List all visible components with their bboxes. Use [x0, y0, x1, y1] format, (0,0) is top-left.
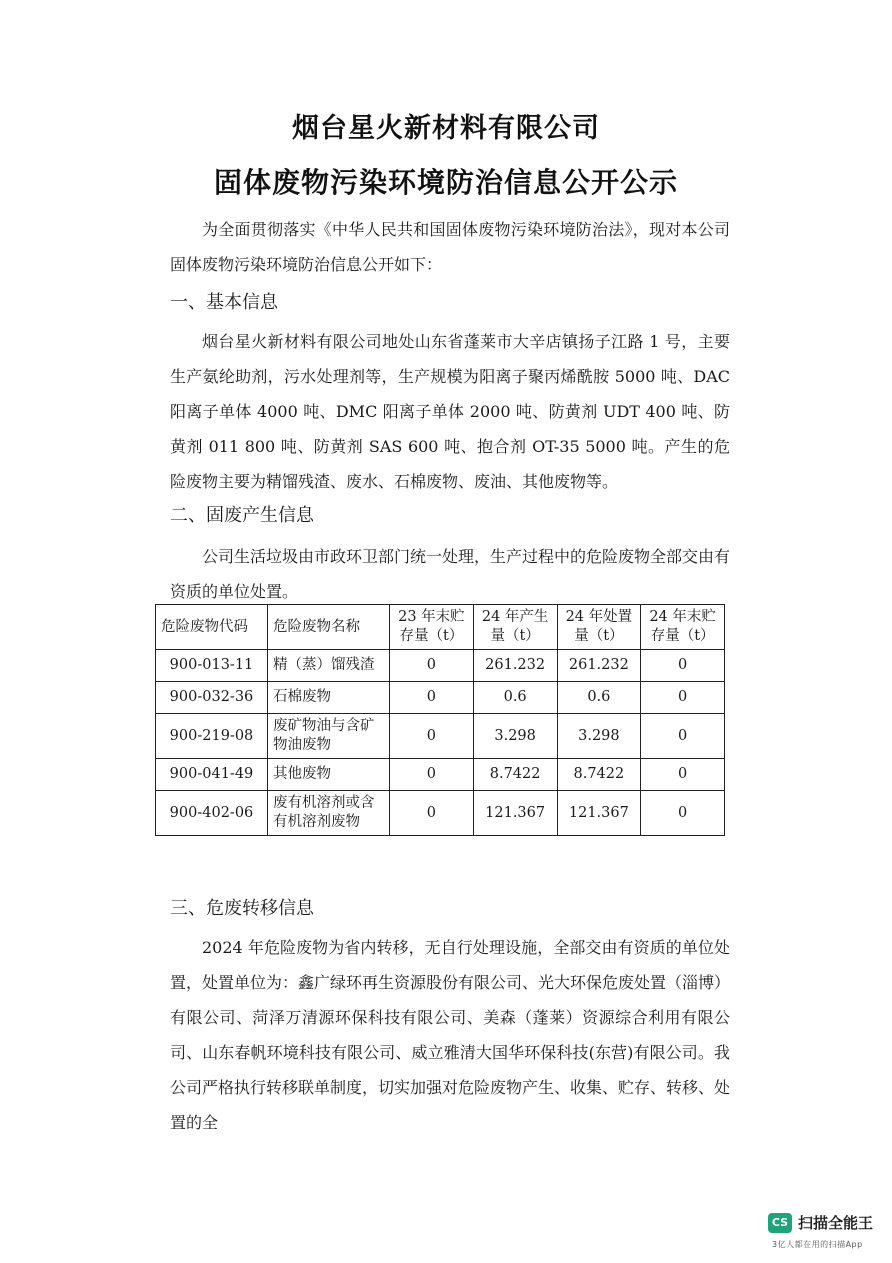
waste-name-cell: 其他废物	[267, 759, 389, 791]
disposed-2024-cell: 0.6	[557, 682, 641, 714]
table-row	[156, 791, 725, 836]
scanner-logo-icon: CS	[768, 1213, 792, 1233]
waste-transfer-paragraph: 2024 年危险废物为省内转移，无自行处理设施，全部交由有资质的单位处置，处置单位为：鑫广绿环再生资源股份有限公司、光大环保危废处置（淄博）有限公司、菏泽万清源环保科技有限公司、美森（蓬莱）资源综合利用有限公司、山东春帆环境科技有限公司、威立雅清大国华环保科技(东营)有限公司。我公司严格执行转移联单制度，切实加强对危险废物产生、收集、贮存、转移、处置的全	[170, 938, 731, 1132]
storage-2024-cell: 0	[641, 682, 725, 714]
waste-name-cell: 石棉废物	[267, 682, 389, 714]
table-header-row	[156, 605, 725, 650]
section-heading-basic-info: 一、基本信息	[170, 292, 278, 313]
scanner-tagline: 3亿人都在用的扫描App	[772, 1240, 863, 1249]
waste-name-cell: 精（蒸）馏残渣	[267, 650, 389, 682]
header-storage-2024: 24 年末贮存量（t）	[641, 605, 725, 650]
waste-code-cell: 900-032-36	[156, 682, 268, 714]
header-generated-2024: 24 年产生量（t）	[473, 605, 557, 650]
waste-name-cell: 废矿物油与含矿物油废物	[267, 714, 389, 759]
header-waste-code: 危险废物代码	[156, 605, 268, 650]
waste-code-cell: 900-013-11	[156, 650, 268, 682]
storage-2023-cell: 0	[390, 791, 474, 836]
header-disposed-2024: 24 年处置量（t）	[557, 605, 641, 650]
table-row	[156, 682, 725, 714]
disposed-2024-cell: 261.232	[557, 650, 641, 682]
section-heading-waste-transfer: 三、危废转移信息	[170, 898, 314, 919]
header-storage-2023: 23 年末贮存量（t）	[390, 605, 474, 650]
table-row	[156, 650, 725, 682]
waste-generation-paragraph: 公司生活垃圾由市政环卫部门统一处理，生产过程中的危险废物全部交由有资质的单位处置。	[170, 547, 731, 601]
storage-2024-cell: 0	[641, 650, 725, 682]
hazardous-waste-table	[155, 604, 725, 836]
waste-name-cell: 废有机溶剂或含有机溶剂废物	[267, 791, 389, 836]
storage-2024-cell: 0	[641, 791, 725, 836]
company-title: 烟台星火新材料有限公司	[292, 113, 600, 144]
waste-code-cell: 900-402-06	[156, 791, 268, 836]
storage-2023-cell: 0	[390, 759, 474, 791]
disposed-2024-cell: 8.7422	[557, 759, 641, 791]
basic-info-paragraph: 烟台星火新材料有限公司地处山东省蓬莱市大辛店镇扬子江路 1 号，主要生产氨纶助剂，污水处理剂等，生产规模为阳离子聚丙烯酰胺 5000 吨、DAC 阳离子单体 4000 吨、DMC 阳离子单体 2000 吨、防黄剂 UDT 400 吨、防黄剂 011 800 吨、防黄剂 SAS 600 吨、抱合剂 OT-35 5000 吨。产生的危险废物主要为精馏残渣、废水、石棉废物、废油、其他废物等。	[170, 332, 730, 491]
document-title: 固体废物污染环境防治信息公开公示	[213, 166, 678, 199]
generated-2024-cell: 8.7422	[473, 759, 557, 791]
generated-2024-cell: 261.232	[473, 650, 557, 682]
storage-2023-cell: 0	[390, 714, 474, 759]
generated-2024-cell: 121.367	[473, 791, 557, 836]
disposed-2024-cell: 121.367	[557, 791, 641, 836]
waste-code-cell: 900-041-49	[156, 759, 268, 791]
waste-code-cell: 900-219-08	[156, 714, 268, 759]
generated-2024-cell: 0.6	[473, 682, 557, 714]
scanner-app-name: 扫描全能王	[798, 1214, 874, 1232]
storage-2024-cell: 0	[641, 759, 725, 791]
table-row	[156, 714, 725, 759]
header-waste-name: 危险废物名称	[267, 605, 389, 650]
intro-paragraph: 为全面贯彻落实《中华人民共和国固体废物污染环境防治法》，现对本公司固体废物污染环境防治信息公开如下：	[170, 220, 730, 274]
scanner-watermark	[768, 1212, 873, 1233]
table-row	[156, 759, 725, 791]
storage-2024-cell: 0	[641, 714, 725, 759]
storage-2023-cell: 0	[390, 650, 474, 682]
storage-2023-cell: 0	[390, 682, 474, 714]
disposed-2024-cell: 3.298	[557, 714, 641, 759]
generated-2024-cell: 3.298	[473, 714, 557, 759]
section-heading-waste-generation: 二、固废产生信息	[170, 505, 314, 526]
